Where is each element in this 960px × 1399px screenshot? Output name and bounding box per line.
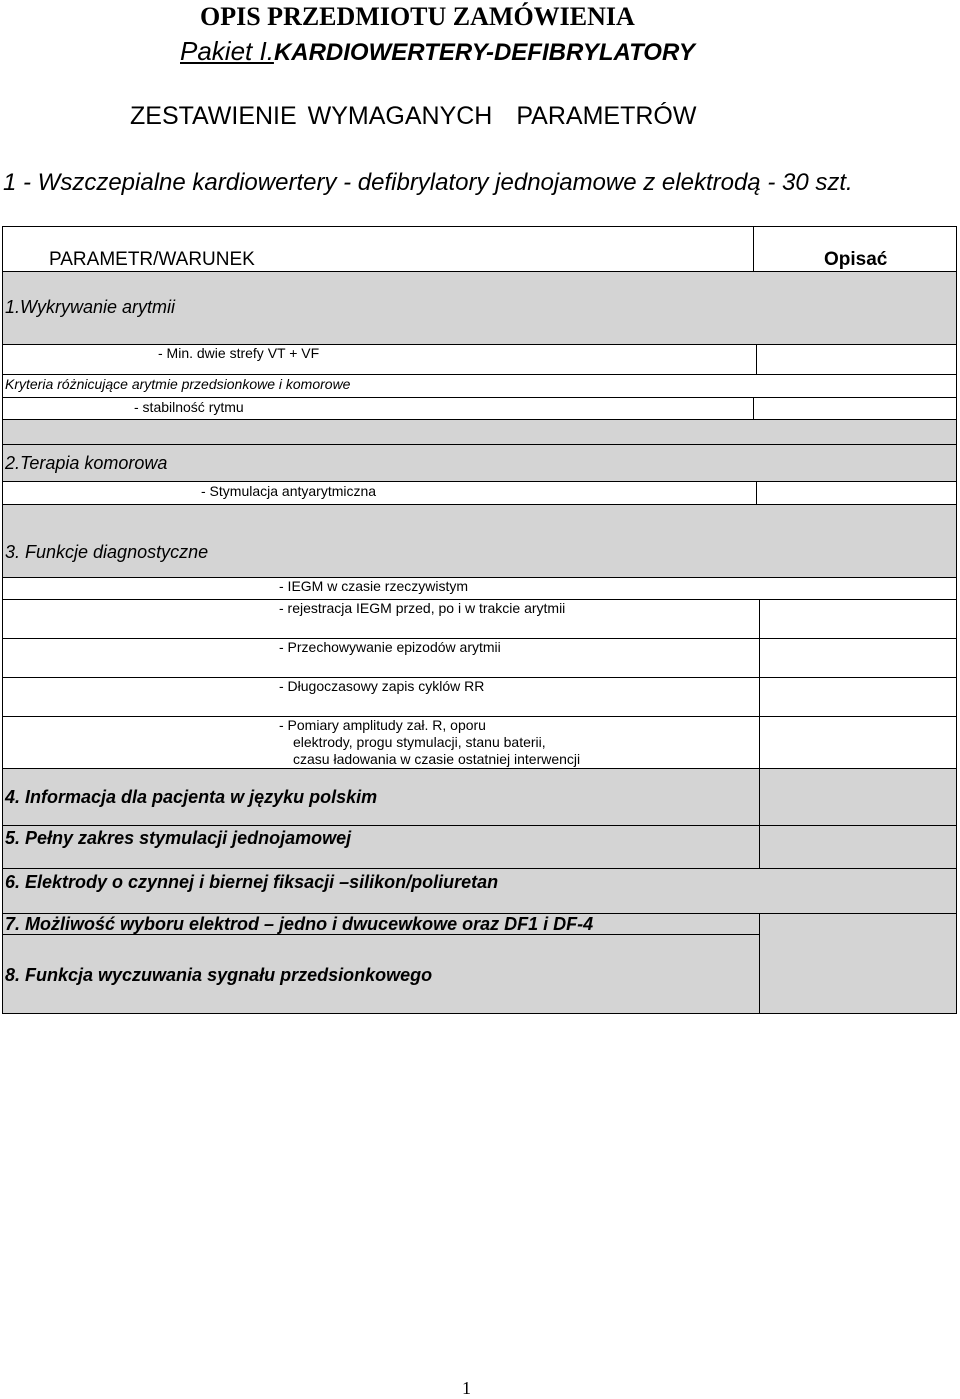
row-3e — [2, 716, 760, 769]
row-2a-input[interactable] — [756, 481, 957, 505]
section-6-label: 6. Elektrody o czynnej i biernej fiksacji –silikon/poliuretan — [5, 872, 499, 892]
header-opisac-cell — [753, 226, 957, 272]
section-2-label: 2.Terapia komorowa — [5, 453, 168, 473]
section-5-label: 5. Pełny zakres stymulacji jednojamowej — [5, 828, 352, 848]
package-title — [180, 36, 695, 67]
row-3e-line3: czasu ładowania w czasie ostatniej interwencji — [293, 751, 581, 767]
row-1a-input[interactable] — [756, 344, 957, 375]
section-1-label: 1.Wykrywanie arytmii — [5, 297, 176, 317]
row-3b — [2, 599, 760, 639]
row-2a — [2, 481, 757, 505]
row-3b-input[interactable] — [759, 599, 957, 639]
section-4-row — [2, 768, 760, 826]
row-3c-input[interactable] — [759, 638, 957, 678]
section-heading-part1: ZESTAWIENIE WYMAGANYCH — [130, 102, 493, 130]
row-3e-line2: elektrody, progu stymulacji, stanu baterii, — [293, 734, 546, 750]
row-3d-input[interactable] — [759, 677, 957, 717]
row-1c — [2, 397, 754, 420]
row-3a — [2, 577, 957, 600]
section-7-label: 7. Możliwość wyboru elektrod – jedno i dwucewkowe oraz DF1 i DF-4 — [5, 914, 594, 934]
section-1-row — [2, 271, 957, 345]
header-param-cell — [2, 226, 754, 272]
section-7-8-row — [2, 913, 760, 1014]
section-6-row — [2, 868, 957, 914]
header-opisac-label: Opisać — [824, 249, 888, 270]
row-1a-label: - Min. dwie strefy VT + VF — [158, 345, 320, 361]
header-param-label: PARAMETR/WARUNEK — [49, 249, 255, 270]
row-1c-input[interactable] — [753, 397, 957, 420]
section-7-divider — [2, 934, 760, 935]
section-3-label: 3. Funkcje diagnostyczne — [5, 542, 209, 562]
section-4-label: 4. Informacja dla pacjenta w języku polskim — [5, 787, 378, 807]
row-3d — [2, 677, 760, 717]
section-3-row — [2, 504, 957, 578]
section-7-8-input[interactable] — [759, 913, 957, 1014]
row-3c-label: - Przechowywanie epizodów arytmii — [279, 639, 501, 655]
row-1c-label: - stabilność rytmu — [134, 399, 244, 415]
section-5-row — [2, 825, 760, 869]
package-prefix: Pakiet I. — [180, 36, 274, 66]
row-3e-line1: - Pomiary amplitudy zał. R, oporu — [279, 717, 486, 733]
row-3b-label: - rejestracja IEGM przed, po i w trakcie arytmii — [279, 600, 566, 616]
row-1a — [2, 344, 757, 375]
section-heading — [130, 102, 696, 131]
row-3e-input[interactable] — [759, 716, 957, 769]
item-title: 1 - Wszczepialne kardiowertery - defibrylatory jednojamowe z elektrodą - 30 szt. — [3, 169, 853, 196]
section-2-row — [2, 444, 957, 482]
section-5-input[interactable] — [759, 825, 957, 869]
package-name: KARDIOWERTERY-DEFIBRYLATORY — [273, 39, 695, 66]
spacer-row-1 — [2, 419, 957, 445]
section-heading-part2: PARAMETRÓW — [516, 102, 697, 130]
row-2a-label: - Stymulacja antyarytmiczna — [201, 483, 377, 499]
document-title: OPIS PRZEDMIOTU ZAMÓWIENIA — [200, 2, 635, 31]
row-3a-label: - IEGM w czasie rzeczywistym — [279, 578, 469, 594]
row-1b — [2, 374, 957, 398]
page-number: 1 — [462, 1378, 471, 1398]
row-1b-label: Kryteria różnicujące arytmie przedsionkowe i komorowe — [5, 376, 351, 392]
row-3d-label: - Długoczasowy zapis cyklów RR — [279, 678, 485, 694]
section-8-label: 8. Funkcja wyczuwania sygnału przedsionkowego — [5, 965, 433, 985]
row-3c — [2, 638, 760, 678]
section-4-input[interactable] — [759, 768, 957, 826]
